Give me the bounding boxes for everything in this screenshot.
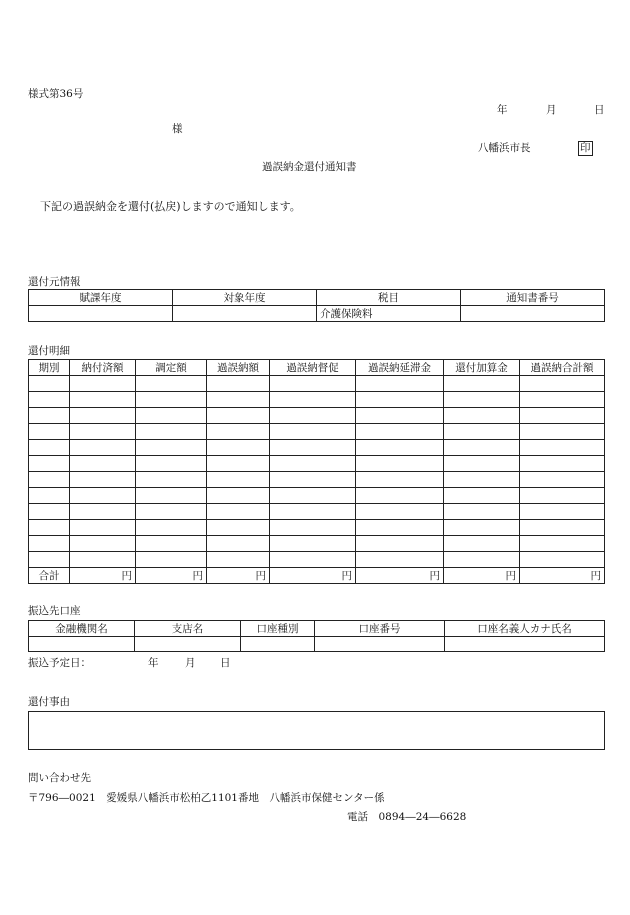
col-account-number: 口座番号 <box>315 621 445 637</box>
account-heading: 振込先口座 <box>28 605 81 617</box>
detail-cell <box>444 392 520 408</box>
total-yen-paid: 円 <box>70 568 136 584</box>
detail-cell <box>520 520 605 536</box>
detail-cell <box>29 408 70 424</box>
cell-notice-number <box>461 306 605 322</box>
detail-cell <box>29 392 70 408</box>
table-row <box>29 536 605 552</box>
table-row <box>29 424 605 440</box>
detail-cell <box>444 408 520 424</box>
source-info-heading: 還付元情報 <box>28 276 81 288</box>
detail-cell <box>207 440 270 456</box>
detail-cell <box>270 472 356 488</box>
date-day: 日 <box>594 104 605 116</box>
detail-cell <box>70 392 136 408</box>
details-table <box>28 359 605 584</box>
detail-cell <box>70 440 136 456</box>
detail-cell <box>136 472 207 488</box>
detail-cell <box>207 504 270 520</box>
col-overpaid-total: 過誤納合計額 <box>520 360 605 376</box>
document-title: 過誤納金還付通知書 <box>262 161 357 173</box>
detail-cell <box>136 504 207 520</box>
table-row <box>29 440 605 456</box>
cell-branch-name <box>135 637 241 652</box>
detail-cell <box>356 488 444 504</box>
table-row <box>29 408 605 424</box>
detail-cell <box>29 424 70 440</box>
detail-cell <box>444 520 520 536</box>
total-yen-late-fee: 円 <box>356 568 444 584</box>
detail-cell <box>520 488 605 504</box>
scheduled-month: 月 <box>185 657 196 669</box>
contact-phone: 電話 0894―24―6628 <box>347 811 467 823</box>
detail-cell <box>520 392 605 408</box>
detail-cell <box>70 504 136 520</box>
cell-assessment-year <box>29 306 173 322</box>
detail-cell <box>70 456 136 472</box>
detail-cell <box>270 392 356 408</box>
detail-cell <box>70 520 136 536</box>
total-yen-assessed: 円 <box>136 568 207 584</box>
detail-cell <box>136 536 207 552</box>
addressee-suffix: 様 <box>172 123 183 135</box>
detail-cell <box>70 536 136 552</box>
detail-cell <box>520 456 605 472</box>
detail-cell <box>207 536 270 552</box>
detail-cell <box>29 440 70 456</box>
contact-heading: 問い合わせ先 <box>28 772 91 784</box>
table-row <box>29 520 605 536</box>
detail-cell <box>70 376 136 392</box>
detail-cell <box>270 424 356 440</box>
date-month: 月 <box>546 104 557 116</box>
reason-box <box>28 711 605 750</box>
details-heading: 還付明細 <box>28 345 70 357</box>
detail-cell <box>444 472 520 488</box>
col-overpaid-amount: 過誤納額 <box>207 360 270 376</box>
detail-cell <box>444 424 520 440</box>
detail-cell <box>444 504 520 520</box>
detail-cell <box>136 488 207 504</box>
col-period: 期別 <box>29 360 70 376</box>
table-row <box>29 392 605 408</box>
detail-cell <box>70 552 136 568</box>
cell-tax-item: 介護保険料 <box>317 306 461 322</box>
cell-account-holder <box>445 637 605 652</box>
total-yen-interest: 円 <box>444 568 520 584</box>
detail-cell <box>270 536 356 552</box>
detail-cell <box>520 472 605 488</box>
detail-cell <box>207 552 270 568</box>
total-yen-total: 円 <box>520 568 605 584</box>
detail-cell <box>29 488 70 504</box>
table-row <box>29 552 605 568</box>
scheduled-year: 年 <box>148 657 159 669</box>
detail-cell <box>356 440 444 456</box>
detail-cell <box>520 536 605 552</box>
detail-cell <box>29 520 70 536</box>
col-branch-name: 支店名 <box>135 621 241 637</box>
detail-cell <box>136 392 207 408</box>
detail-cell <box>520 408 605 424</box>
detail-cell <box>70 488 136 504</box>
detail-cell <box>444 440 520 456</box>
detail-cell <box>270 408 356 424</box>
reason-heading: 還付事由 <box>28 696 70 708</box>
detail-cell <box>136 520 207 536</box>
col-notice-number: 通知書番号 <box>461 290 605 306</box>
detail-cell <box>520 504 605 520</box>
col-overpaid-dunning: 過誤納督促 <box>270 360 356 376</box>
detail-cell <box>29 552 70 568</box>
col-assessment-year: 賦課年度 <box>29 290 173 306</box>
detail-cell <box>29 456 70 472</box>
contact-address: 〒796―0021 愛媛県八幡浜市松柏乙1101番地 八幡浜市保健センター係 <box>28 792 385 804</box>
detail-cell <box>136 456 207 472</box>
detail-cell <box>520 440 605 456</box>
total-label: 合計 <box>29 568 70 584</box>
cell-bank-name <box>29 637 135 652</box>
detail-cell <box>207 488 270 504</box>
detail-cell <box>207 376 270 392</box>
detail-cell <box>270 488 356 504</box>
detail-cell <box>70 472 136 488</box>
date-year: 年 <box>497 104 508 116</box>
col-account-holder-kana: 口座名義人カナ氏名 <box>445 621 605 637</box>
col-account-type: 口座種別 <box>241 621 315 637</box>
detail-cell <box>444 552 520 568</box>
detail-cell <box>356 408 444 424</box>
detail-cell <box>356 536 444 552</box>
total-yen-overpaid: 円 <box>207 568 270 584</box>
detail-cell <box>356 392 444 408</box>
detail-cell <box>356 552 444 568</box>
detail-cell <box>520 424 605 440</box>
cell-account-type <box>241 637 315 652</box>
detail-cell <box>356 472 444 488</box>
col-paid-amount: 納付済額 <box>70 360 136 376</box>
detail-cell <box>70 424 136 440</box>
source-info-table <box>28 289 605 322</box>
detail-cell <box>207 392 270 408</box>
cell-target-year <box>173 306 317 322</box>
col-overpaid-late-fee: 過誤納延滞金 <box>356 360 444 376</box>
detail-cell <box>356 424 444 440</box>
detail-cell <box>136 552 207 568</box>
detail-cell <box>444 536 520 552</box>
scheduled-day: 日 <box>220 657 231 669</box>
detail-cell <box>356 520 444 536</box>
detail-cell <box>444 376 520 392</box>
table-row <box>29 376 605 392</box>
detail-cell <box>356 456 444 472</box>
detail-cell <box>207 424 270 440</box>
detail-cell <box>136 376 207 392</box>
detail-cell <box>444 488 520 504</box>
detail-cell <box>29 536 70 552</box>
col-target-year: 対象年度 <box>173 290 317 306</box>
intro-text: 下記の過誤納金を還付(払戻)しますので通知します。 <box>40 200 301 213</box>
seal-stamp: 印 <box>580 142 591 154</box>
col-refund-interest: 還付加算金 <box>444 360 520 376</box>
col-tax-item: 税目 <box>317 290 461 306</box>
col-assessed-amount: 調定額 <box>136 360 207 376</box>
detail-cell <box>207 520 270 536</box>
detail-cell <box>270 440 356 456</box>
detail-cell <box>270 456 356 472</box>
detail-cell <box>136 408 207 424</box>
cell-account-number <box>315 637 445 652</box>
detail-cell <box>270 520 356 536</box>
total-yen-dunning: 円 <box>270 568 356 584</box>
detail-cell <box>356 504 444 520</box>
detail-cell <box>29 504 70 520</box>
detail-cell <box>29 472 70 488</box>
col-bank-name: 金融機関名 <box>29 621 135 637</box>
detail-cell <box>270 504 356 520</box>
detail-cell <box>136 424 207 440</box>
form-number: 様式第36号 <box>28 88 84 100</box>
detail-cell <box>356 376 444 392</box>
detail-cell <box>520 376 605 392</box>
detail-cell <box>270 376 356 392</box>
detail-cell <box>270 552 356 568</box>
table-row <box>29 488 605 504</box>
detail-cell <box>136 440 207 456</box>
detail-cell <box>520 552 605 568</box>
detail-cell <box>70 408 136 424</box>
detail-cell <box>207 456 270 472</box>
account-table <box>28 620 605 652</box>
table-row <box>29 472 605 488</box>
issuer-title: 八幡浜市長 <box>478 142 531 154</box>
scheduled-date-label: 振込予定日： <box>28 657 91 669</box>
table-row <box>29 456 605 472</box>
detail-cell <box>207 472 270 488</box>
table-row <box>29 504 605 520</box>
detail-cell <box>207 408 270 424</box>
detail-cell <box>444 456 520 472</box>
detail-cell <box>29 376 70 392</box>
